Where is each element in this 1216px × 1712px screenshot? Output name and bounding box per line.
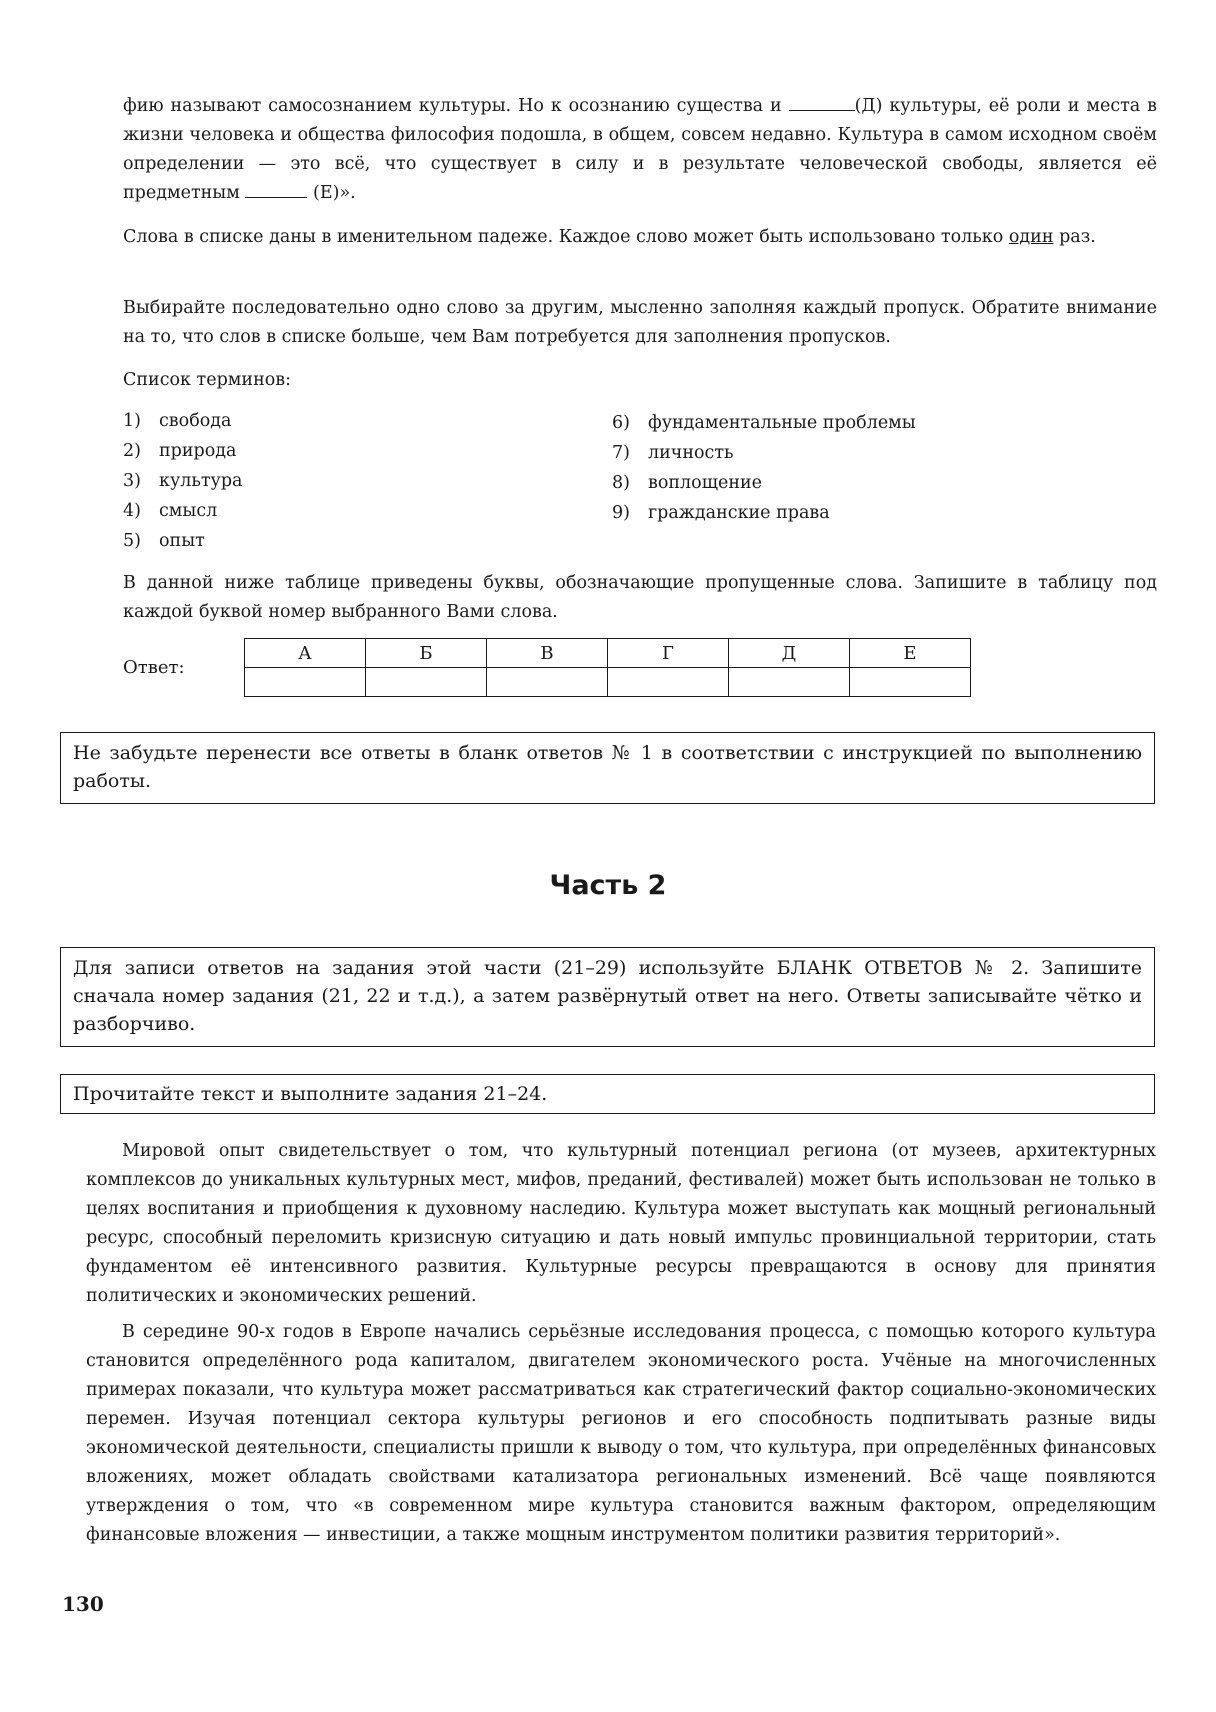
term-text: опыт: [159, 531, 205, 551]
term-text: культура: [159, 471, 243, 491]
rules-text-1: Слова в списке даны в именительном падеже. Каждое слово может быть использовано только: [123, 227, 1004, 247]
term-text: личность: [648, 443, 734, 463]
blank-e-label: (Е)».: [313, 183, 356, 203]
blank-d: [789, 94, 855, 111]
answer-letter: Д: [729, 639, 850, 668]
term-text: смысл: [159, 501, 218, 521]
answer-letter: Б: [366, 639, 487, 668]
read-task-box: Прочитайте текст и выполните задания 21–24.: [60, 1074, 1155, 1114]
term-number: 2): [123, 441, 141, 461]
answer-cell[interactable]: [245, 668, 366, 697]
term-item: [123, 496, 243, 526]
term-item: [612, 438, 916, 468]
answer-input-row: [245, 668, 971, 697]
intro-text-2: культуры, её роли и места в жизни человека и общества философия подошла, в общем, совсем недавно. Культура в самом исходном своём определении — это всё, что существует в силу и в результате человеческой свободы, является её предметным: [123, 96, 1157, 203]
reading-paragraph-2: В середине 90-х годов в Европе начались серьёзные исследования процесса, с помощью которого культура становится определённого рода капиталом, двигателем экономического роста. Учёные на многочисленных примерах показали, что культура может рассматриваться как стратегический фактор социально-экономических перемен. Изучая потенциал сектора культуры регионов и его способность подпитывать разные виды экономической деятельности, специалисты пришли к выводу о том, что культура, при определённых финансовых вложениях, может обладать свойствами катализатора региональных изменений. Всё чаще появляются утверждения о том, что «в современном мире культура становится важным фактором, определяющим финансовые вложения — инвестиции, а также мощным инструментом политики развития территорий».: [86, 1322, 1156, 1545]
term-text: гражданские права: [648, 503, 830, 523]
answer-cell[interactable]: [366, 668, 487, 697]
answer-label: Ответ:: [123, 657, 185, 678]
answer-cell[interactable]: [487, 668, 608, 697]
term-number: 8): [612, 473, 630, 493]
term-item: [123, 436, 243, 466]
answer-cell[interactable]: [729, 668, 850, 697]
term-item: [612, 408, 916, 438]
term-item: [612, 498, 916, 528]
terms-left-column: [123, 406, 243, 556]
reminder-box: Не забудьте перенести все ответы в бланк ответов № 1 в соответствии с инструкцией по выполнению работы.: [60, 732, 1155, 804]
reading-paragraph-1: Мировой опыт свидетельствует о том, что культурный потенциал региона (от музеев, архитектурных комплексов до уникальных культурных мест, мифов, преданий, фестивалей) может быть использован не только в целях воспитания и приобщения к духовному наследию. Культура может выступать как мощный региональный ресурс, способный переломить кризисную ситуацию и дать новый импульс провинциальной территории, стать фундаментом её интенсивного развития. Культурные ресурсы превращаются в основу для принятия политических и экономических решений.: [86, 1141, 1156, 1306]
rules-paragraph: [123, 223, 1157, 252]
term-number: 6): [612, 413, 630, 433]
blank-e: [245, 181, 307, 198]
answer-letter: Г: [608, 639, 729, 668]
blank-d-label: (Д): [854, 96, 883, 116]
term-text: фундаментальные проблемы: [648, 413, 916, 433]
rules-text-2: раз.: [1059, 227, 1096, 247]
answer-letter: Е: [850, 639, 971, 668]
answer-letters-row: [245, 639, 971, 668]
terms-right-column: [612, 408, 916, 528]
list-title: Список терминов:: [123, 370, 292, 390]
page-number: 130: [62, 1592, 104, 1616]
term-text: природа: [159, 441, 237, 461]
term-number: 9): [612, 503, 630, 523]
intro-paragraph: [123, 92, 1157, 208]
answer-letter: А: [245, 639, 366, 668]
term-number: 7): [612, 443, 630, 463]
term-number: 3): [123, 471, 141, 491]
term-item: [612, 468, 916, 498]
rules-underlined-word: один: [1008, 227, 1054, 247]
part-title: Часть 2: [549, 870, 667, 901]
part2-instruction-box: Для записи ответов на задания этой части (21–29) используйте БЛАНК ОТВЕТОВ № 2. Запишите сначала номер задания (21, 22 и т.д.), а затем развёрнутый ответ на него. Ответы записывайте чётко и разборчиво.: [60, 947, 1155, 1047]
term-item: [123, 466, 243, 496]
term-number: 1): [123, 411, 141, 431]
term-text: воплощение: [648, 473, 763, 493]
selection-instruction: Выбирайте последовательно одно слово за другим, мысленно заполняя каждый пропуск. Обратите внимание на то, что слов в списке больше, чем Вам потребуется для заполнения пропусков.: [123, 298, 1157, 347]
answer-cell[interactable]: [850, 668, 971, 697]
intro-text-1: фию называют самосознанием культуры. Но к осознанию существа и: [123, 96, 782, 116]
answer-cell[interactable]: [608, 668, 729, 697]
term-text: свобода: [159, 411, 232, 431]
term-item: [123, 526, 243, 556]
term-number: 4): [123, 501, 141, 521]
answer-table: [244, 638, 971, 697]
table-instruction: В данной ниже таблице приведены буквы, обозначающие пропущенные слова. Запишите в таблицу под каждой буквой номер выбранного Вами слова.: [123, 573, 1157, 622]
answer-letter: В: [487, 639, 608, 668]
term-number: 5): [123, 531, 141, 551]
term-item: [123, 406, 243, 436]
